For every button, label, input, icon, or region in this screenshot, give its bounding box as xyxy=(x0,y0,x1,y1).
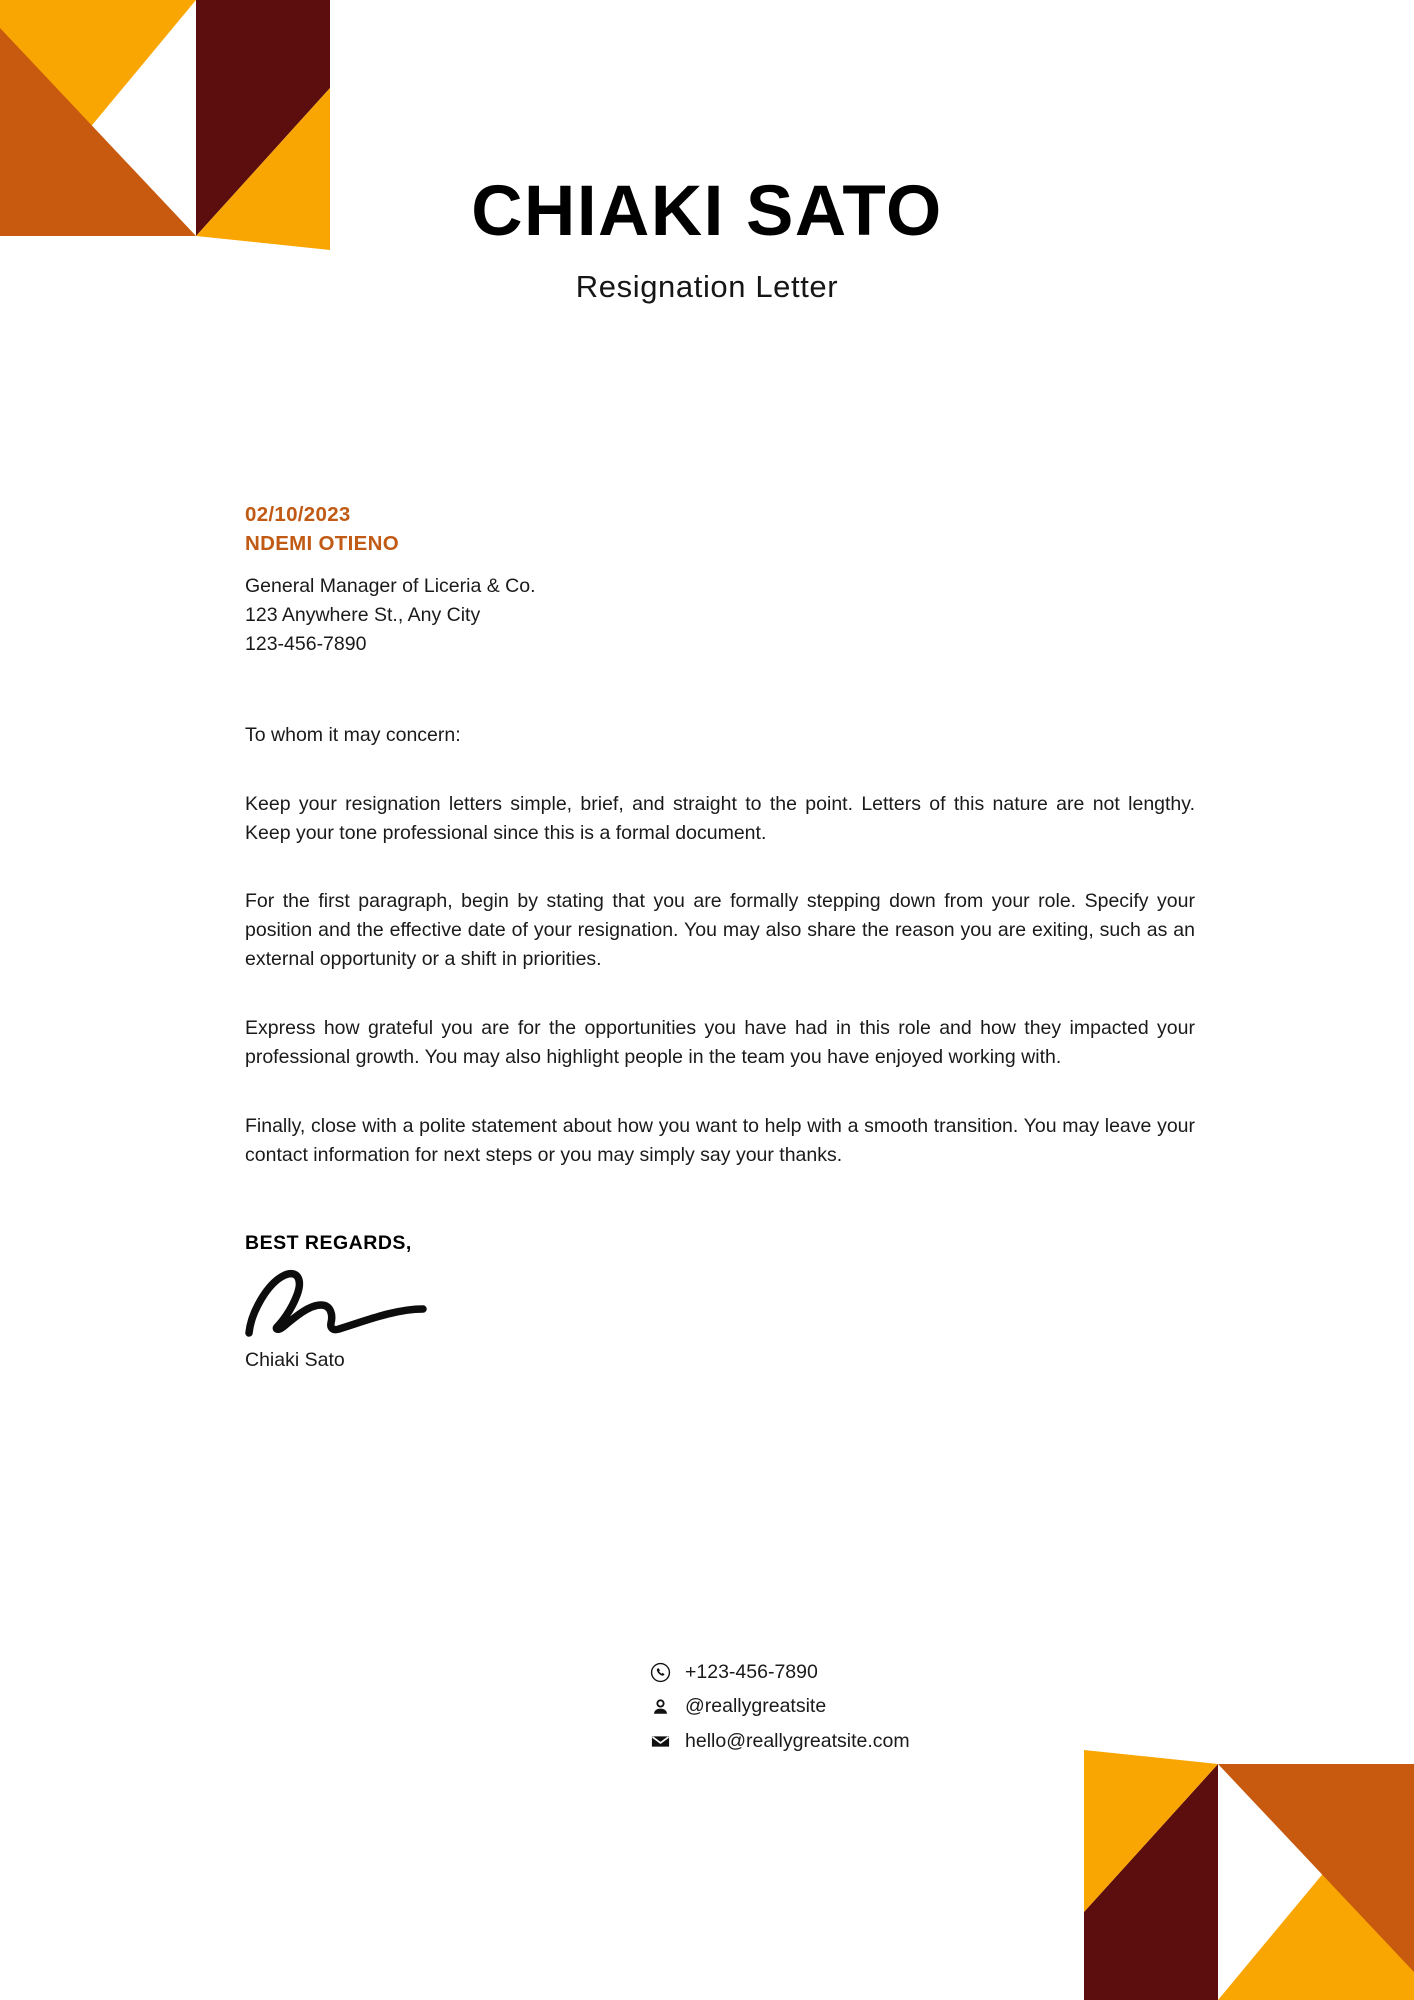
body-paragraph: Express how grateful you are for the opportunities you have had in this role and how they impacted your professional growth. You may also highlight people in the team you have enjoyed working with. xyxy=(245,1016,1195,1068)
contact-row-phone xyxy=(648,1660,910,1685)
phone-icon xyxy=(648,1661,672,1685)
amber-triangle-br-a xyxy=(1218,1764,1414,2000)
salutation: To whom it may concern: xyxy=(245,723,461,746)
corner-triangles-bottom-right-svg xyxy=(1084,1750,1414,2000)
person-icon xyxy=(648,1695,672,1719)
handwritten-signature-svg xyxy=(245,1261,475,1343)
phone-icon-svg xyxy=(650,1662,671,1683)
body-paragraph: Keep your resignation letters simple, brief, and straight to the point. Letters of this nature are not lengthy. Keep your tone professional since this is a formal document. xyxy=(245,792,1195,844)
page-title: CHIAKI SATO xyxy=(471,172,943,251)
maroon-shape-br xyxy=(1084,1764,1218,2000)
person-icon-svg xyxy=(650,1697,671,1718)
meta-block xyxy=(245,500,1195,558)
letter-header xyxy=(0,172,1414,305)
letter-subtitle: Resignation Letter xyxy=(575,268,839,304)
signature-name: Chiaki Sato xyxy=(245,1349,345,1372)
amber-triangle-br-b xyxy=(1084,1750,1218,1912)
contact-phone-value: +123-456-7890 xyxy=(685,1661,818,1683)
body-paragraph: Finally, close with a polite statement about how you want to help with a smooth transition. You may leave your contact information for next steps or you may simply say your thanks. xyxy=(245,1114,1195,1166)
address-line: General Manager of Liceria & Co. xyxy=(245,575,536,598)
contact-email-value: hello@reallygreatsite.com xyxy=(685,1729,910,1752)
signature-mark xyxy=(245,1261,1195,1343)
address-line: 123-456-7890 xyxy=(245,632,367,655)
contact-row-handle xyxy=(648,1694,910,1719)
orange-triangle-br xyxy=(1218,1764,1414,1972)
decorative-shape-bottom-right xyxy=(1084,1750,1414,2000)
closing-salutation: BEST REGARDS, xyxy=(245,1232,412,1255)
recipient-address xyxy=(245,572,1195,659)
letter-body xyxy=(245,500,1195,1375)
body-paragraph: For the first paragraph, begin by stating that you are formally stepping down from your role. Specify your position and the effective date of your resignation. You may also share the reason you are exiting, such as an external opportunity or a shift in priorities. xyxy=(245,890,1195,971)
envelope-icon-svg xyxy=(650,1731,671,1752)
envelope-icon xyxy=(648,1729,672,1753)
recipient-name: NDEMI OTIENO xyxy=(245,532,399,556)
contact-row-email xyxy=(648,1729,910,1754)
contact-info xyxy=(648,1660,910,1754)
letter-date: 02/10/2023 xyxy=(245,503,351,526)
contact-handle-value: @reallygreatsite xyxy=(685,1695,827,1718)
address-line: 123 Anywhere St., Any City xyxy=(245,604,481,627)
